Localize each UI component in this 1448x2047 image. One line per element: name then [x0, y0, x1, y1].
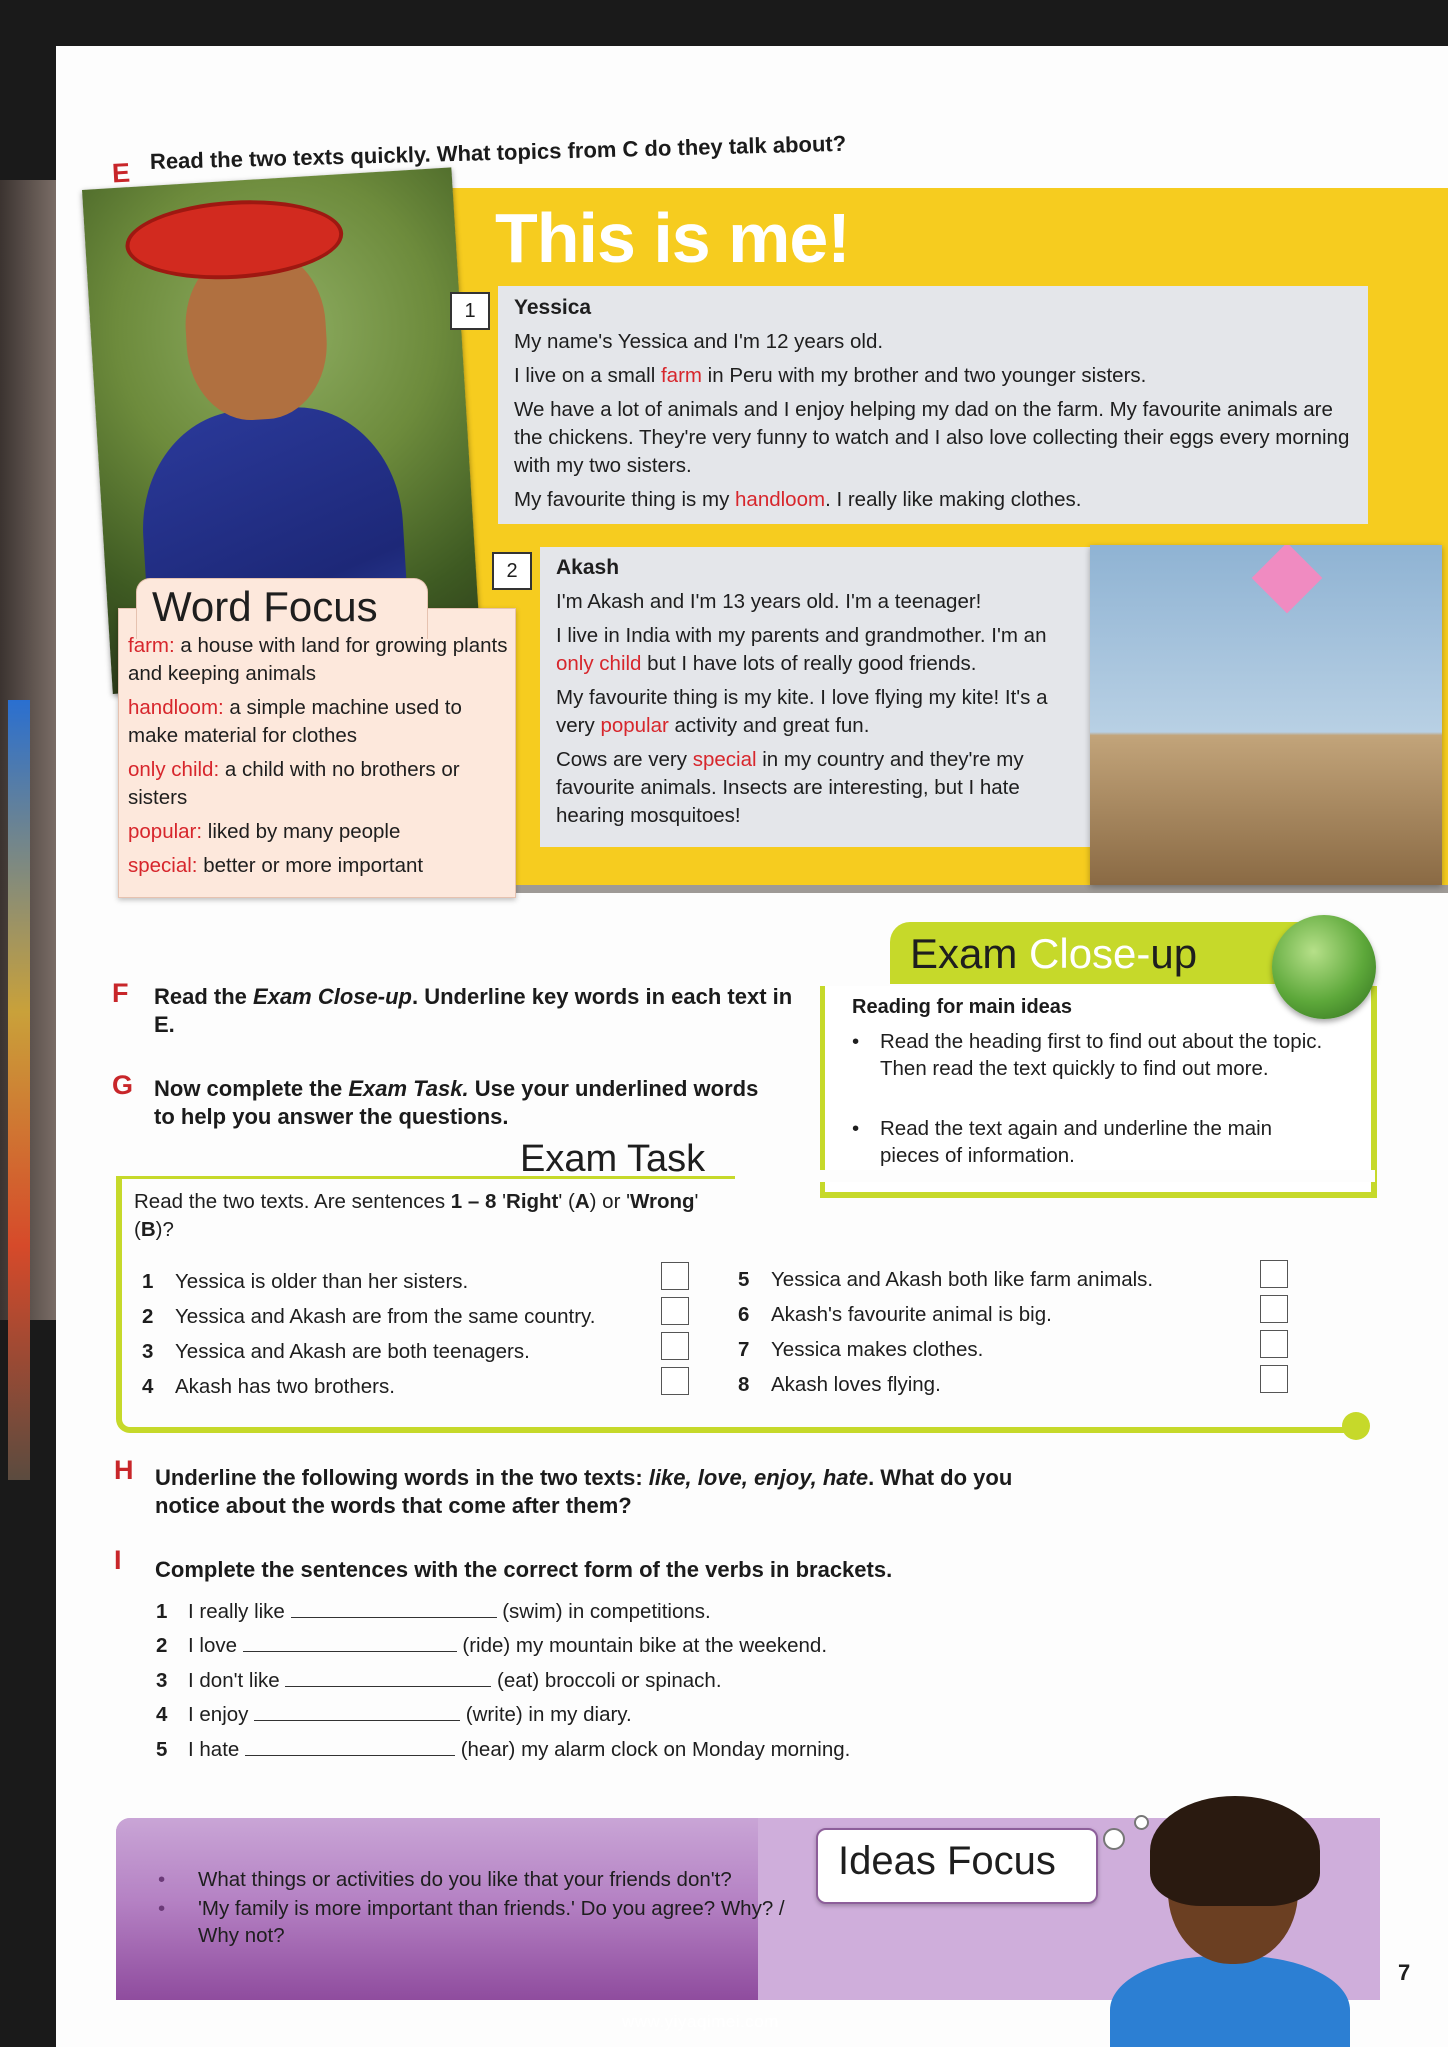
text2-body: [556, 554, 1082, 836]
section-h-letter: H: [114, 1455, 134, 1485]
answer-blank-3[interactable]: [285, 1670, 491, 1687]
banner-shadow: [380, 885, 1448, 893]
section-e-instruction: Read the two texts quickly. What topics from C do they talk about?: [149, 130, 847, 174]
text1-name: Yessica: [514, 296, 592, 319]
exam-closeup-subtitle: Reading for main ideas: [852, 996, 1073, 1018]
exam-closeup-bullet: • Read the heading first to find out about the topic. Then read the text quickly to find out more.: [852, 1030, 1323, 1080]
answer-checkbox-2[interactable]: [661, 1297, 689, 1325]
answer-checkbox-8[interactable]: [1260, 1365, 1288, 1393]
word-focus-title: Word Focus: [152, 583, 378, 630]
answer-checkbox-3[interactable]: [661, 1332, 689, 1360]
answer-checkbox-1[interactable]: [661, 1262, 689, 1290]
leaf-ball-icon: [1272, 915, 1376, 1019]
photo-hat: [123, 194, 345, 285]
word-focus-item: farm: a house with land for growing plants and keeping animals: [128, 634, 508, 685]
word-focus-list: [128, 632, 508, 886]
answer-blank-2[interactable]: [243, 1635, 457, 1652]
text2-number: 2: [492, 552, 532, 590]
thinking-boy-photo: [1110, 1796, 1350, 2047]
answer-blank-1[interactable]: [291, 1601, 497, 1618]
answer-checkbox-5[interactable]: [1260, 1260, 1288, 1288]
watermark: www.yiyaqimei.com: [622, 2012, 779, 2031]
banner-title: This is me!: [495, 199, 850, 277]
section-g-instruction: Now complete the Exam Task. Use your underlined words to help you answer the questions.: [154, 1076, 759, 1129]
section-i-instruction: Complete the sentences with the correct form of the verbs in brackets.: [155, 1557, 893, 1582]
highlight-special: special: [692, 748, 757, 771]
highlight-only-child: only child: [556, 652, 642, 675]
text1-p1: My name's Yessica and I'm 12 years old.: [514, 330, 884, 353]
section-f-instruction: Read the Exam Close-up. Underline key words in each text in E.: [154, 984, 793, 1037]
text1-number: 1: [450, 292, 490, 330]
section-g-letter: G: [112, 1070, 134, 1100]
photo-kite: [1252, 545, 1323, 613]
exam-task-frame-gap: [735, 1170, 1375, 1182]
answer-checkbox-7[interactable]: [1260, 1330, 1288, 1358]
exam-task-dot: [1342, 1412, 1370, 1440]
highlight-popular: popular: [600, 714, 669, 737]
text2-p4: Cows are very special in my country and they're my favourite animals. Insects are interesting, but I hate hearing mosquitoes!: [556, 748, 1024, 827]
text1-p4: My favourite thing is my handloom. I really like making clothes.: [514, 488, 1082, 511]
word-focus-item: only child: a child with no brothers or sisters: [128, 758, 460, 809]
word-focus-item: popular: liked by many people: [128, 820, 401, 843]
section-e-letter: E: [111, 157, 131, 189]
text2-p3: My favourite thing is my kite. I love flying my kite! It's a very popular activity and great fun.: [556, 686, 1048, 737]
exam-task-intro: Read the two texts. Are sentences 1 – 8 'Right' (A) or 'Wrong' (B)?: [134, 1190, 699, 1241]
text1-p3: We have a lot of animals and I enjoy helping my dad on the farm. My favourite animals are the chickens. They're very funny to watch and I also love collecting their eggs every morning with my two sisters.: [514, 398, 1350, 477]
text1-p2: I live on a small farm in Peru with my brother and two younger sisters.: [514, 364, 1147, 387]
text2-p1: I'm Akash and I'm 13 years old. I'm a teenager!: [556, 590, 982, 613]
page-number: 7: [1398, 1960, 1411, 1985]
text2-name: Akash: [556, 556, 620, 579]
photo-hair: [1150, 1796, 1320, 1906]
section-h-instruction: Underline the following words in the two texts: like, love, enjoy, hate. What do you notice about the words that come after them?: [155, 1465, 1013, 1518]
section-i-letter: I: [114, 1545, 122, 1575]
word-focus-item: handloom: a simple machine used to make material for clothes: [128, 696, 462, 747]
word-focus-item: special: better or more important: [128, 854, 424, 877]
photo-shirt: [1110, 1956, 1350, 2047]
highlight-farm: farm: [660, 364, 702, 387]
answer-checkbox-4[interactable]: [661, 1367, 689, 1395]
ideas-bullet: • What things or activities do you like that your friends don't?: [158, 1868, 732, 1891]
section-f-letter: F: [112, 978, 129, 1008]
spine-cover-strip: [8, 700, 30, 1480]
exam-task-title: Exam Task: [520, 1138, 706, 1180]
text1-body: [514, 294, 1354, 520]
text2-p2: I live in India with my parents and grandmother. I'm an only child but I have lots of really good friends.: [556, 624, 1047, 675]
answer-checkbox-6[interactable]: [1260, 1295, 1288, 1323]
book-spine: [0, 180, 56, 1320]
ideas-bullet: • 'My family is more important than friends.' Do you agree? Why? / Why not?: [158, 1897, 785, 1947]
exam-closeup-bullet: • Read the text again and underline the main pieces of information.: [852, 1117, 1273, 1167]
answer-blank-4[interactable]: [254, 1704, 460, 1721]
answer-blank-5[interactable]: [245, 1739, 455, 1756]
ideas-focus-title: Ideas Focus: [838, 1839, 1056, 1883]
akash-photo: [1090, 545, 1442, 885]
exam-closeup-title: Exam Close-up: [910, 930, 1198, 977]
